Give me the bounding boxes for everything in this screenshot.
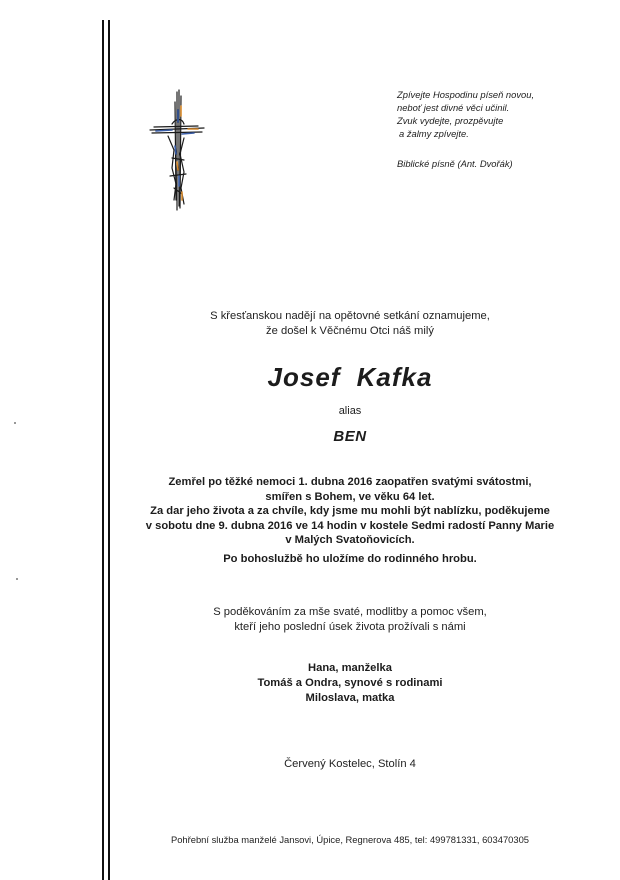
crucifix-icon — [148, 88, 206, 212]
death-notice-line: v sobotu dne 9. dubna 2016 ve 14 hodin v kostele Sedmi radostí Panny Marie — [145, 519, 555, 532]
funeral-service-footer: Pohřební služba manželé Jansovi, Úpice, Regnerova 485, tel: 499781331, 603470305 — [170, 834, 530, 845]
quote-line: Zpívejte Hospodinu píseň novou, — [397, 89, 535, 100]
quote-source: Biblické písně (Ant. Dvořák) — [397, 158, 513, 169]
thanks-note — [120, 605, 580, 635]
mourner: Miloslava, matka — [305, 692, 395, 704]
bible-quote — [397, 88, 534, 170]
deceased-name: Josef Kafka — [267, 362, 433, 392]
mourner: Hana, manželka — [308, 662, 392, 674]
death-notice-line: v Malých Svatoňovicích. — [285, 534, 415, 546]
thanks-line: kteří jeho poslední úsek života prožívali s námi — [234, 621, 466, 633]
death-notice — [120, 475, 580, 548]
intro-line: že došel k Věčnému Otci náš milý — [266, 325, 434, 337]
mourners-list — [120, 661, 580, 706]
quote-line: Zvuk vydejte, prozpěvujte — [397, 115, 504, 126]
mourner: Tomáš a Ondra, synové s rodinami — [257, 677, 443, 689]
thanks-line: S poděkováním za mše svaté, modlitby a pomoc všem, — [213, 606, 487, 618]
left-border-rule — [102, 20, 104, 880]
left-border-rule-inner — [108, 20, 110, 880]
family-address: Červený Kostelec, Stolín 4 — [284, 758, 416, 770]
intro-line: S křesťanskou nadějí na opětovné setkání oznamujeme, — [210, 310, 490, 322]
scan-speck — [16, 578, 18, 580]
announcement-intro — [120, 309, 580, 339]
quote-line: neboť jest divné věci učinil. — [397, 102, 510, 113]
scan-speck — [14, 422, 16, 424]
alias-label: alias — [338, 405, 362, 417]
deceased-nickname: BEN — [333, 428, 367, 445]
death-notice-line: Zemřel po těžké nemoci 1. dubna 2016 zaopatřen svatými svátostmi, — [168, 476, 532, 488]
death-notice-line: Za dar jeho života a za chvíle, kdy jsme mu mohli být nablízku, poděkujeme — [150, 505, 550, 517]
burial-note: Po bohoslužbě ho uložíme do rodinného hrobu. — [223, 553, 477, 565]
death-notice-line: smířen s Bohem, ve věku 64 let. — [265, 490, 435, 503]
quote-line: a žalmy zpívejte. — [399, 128, 469, 139]
